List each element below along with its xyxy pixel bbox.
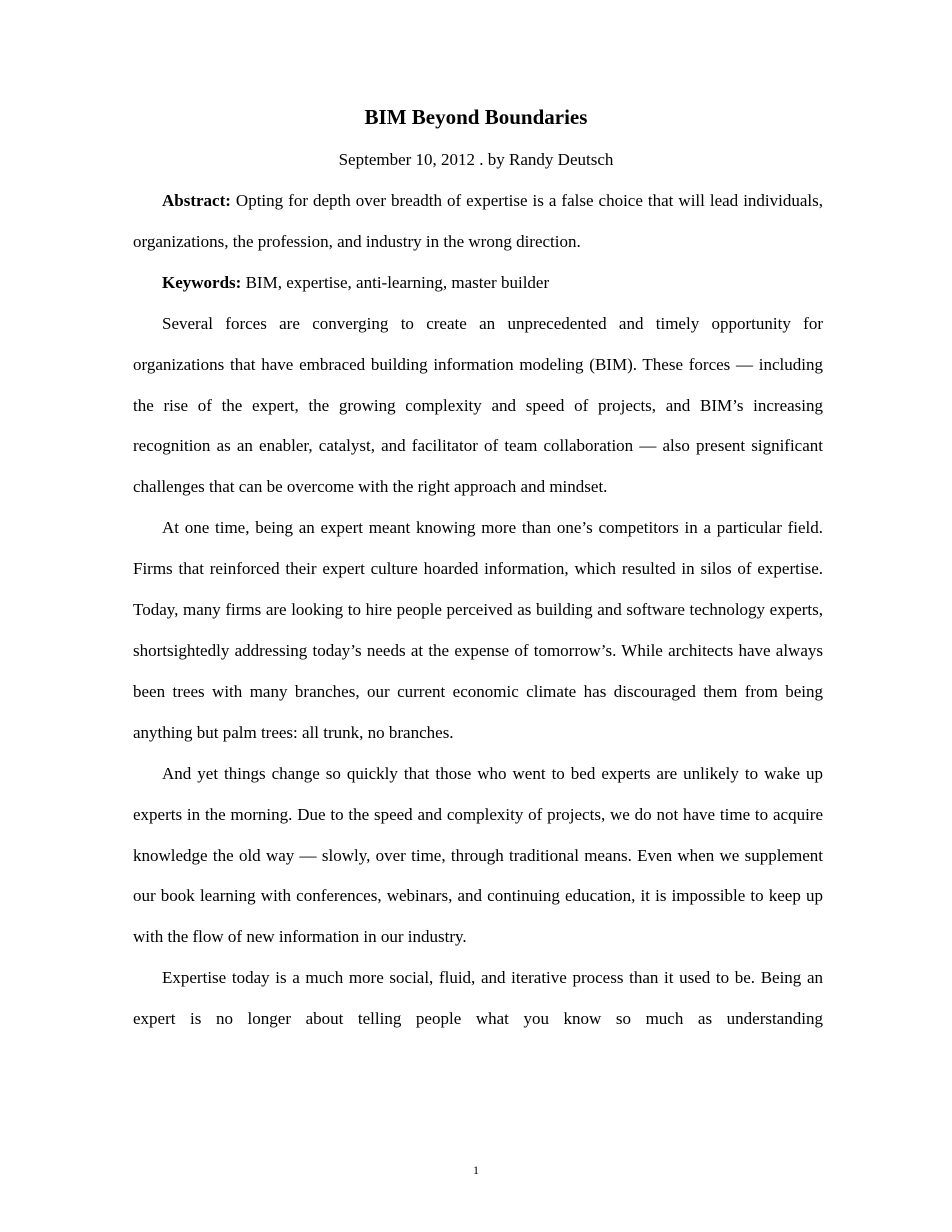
document-title: BIM Beyond Boundaries — [364, 105, 588, 129]
abstract-text: Opting for depth over breadth of expertise is a false choice that will lead individuals, organizations, the profession, and industry in the wrong direction. — [133, 191, 823, 251]
keywords-text: BIM, expertise, anti-learning, master builder — [241, 272, 550, 292]
keywords-label: Keywords: — [162, 272, 242, 292]
body-paragraph-4: Expertise today is a much more social, fluid, and iterative process than it used to be. Being an expert is no longer about telling people what you know so much as understanding — [133, 968, 823, 1029]
body-paragraph-2: At one time, being an expert meant knowing more than one’s competitors in a particular field. Firms that reinforced their expert culture hoarded information, which resulted in silos of expertise. Today, many firms are looking to hire people perceived as building and software technology experts, shortsightedly addressing today’s needs at the expense of tomorrow’s. While architects have always been trees with many branches, our current economic climate has discouraged them from being anything but palm trees: all trunk, no branches. — [133, 518, 823, 742]
body-paragraph-1: Several forces are converging to create an unprecedented and timely opportunity for organizations that have embraced building information modeling (BIM). These forces — including the rise of the expert, the growing complexity and speed of projects, and BIM’s increasing recognition as an enabler, catalyst, and facilitator of team collaboration — also present significant challenges that can be overcome with the right approach and mindset. — [133, 313, 823, 497]
abstract-paragraph — [133, 181, 823, 263]
body-paragraph-3: And yet things change so quickly that those who went to bed experts are unlikely to wake up experts in the morning. Due to the speed and complexity of projects, we do not have time to acquire knowledge the old way — slowly, over time, through traditional means. Even when we supplement our book learning with conferences, webinars, and continuing education, it is impossible to keep up with the flow of new information in our industry. — [133, 763, 823, 947]
keywords-paragraph — [133, 263, 823, 304]
abstract-label: Abstract: — [162, 191, 231, 210]
page-number: 1 — [473, 1163, 479, 1177]
document-body — [133, 181, 823, 1040]
byline: September 10, 2012 . by Randy Deutsch — [338, 150, 614, 169]
